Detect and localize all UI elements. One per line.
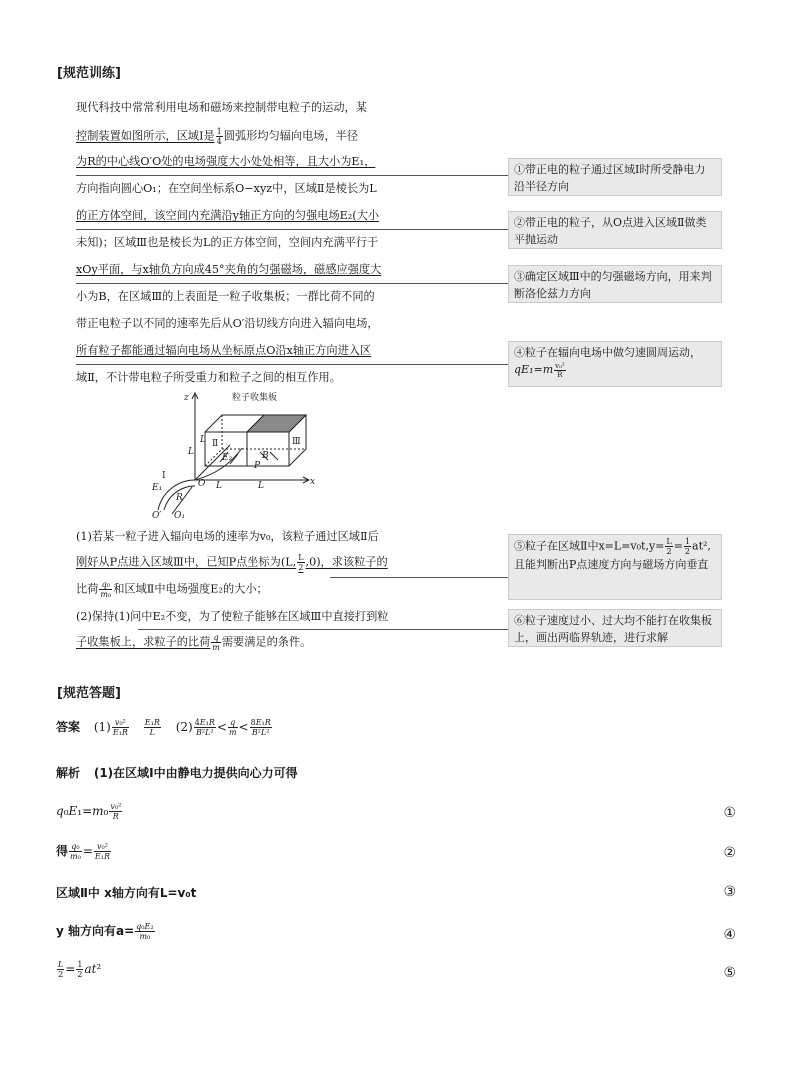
problem-line-11: 域Ⅱ，不计带电粒子所受重力和粒子之间的相互作用。	[76, 371, 341, 384]
eq-num-1: ①	[723, 805, 736, 821]
connector-2	[76, 229, 508, 230]
problem-line-4: 方向指向圆心O₁；在空间坐标系O−xyz中，区域Ⅱ是棱长为L	[76, 182, 377, 195]
analysis-line: 解析 (1)在区域Ⅰ中由静电力提供向心力可得	[56, 766, 298, 780]
problem-line-9: 带正电粒子以不同的速率先后从O′沿切线方向进入辐向电场，	[76, 317, 379, 330]
equation-5: $\frac{L}{2}$ = $\frac{1}{2}$ at²	[58, 960, 102, 979]
problem-line-8: 小为B，在区域Ⅲ的上表面是一粒子收集板；一群比荷不同的	[76, 290, 375, 303]
label-L-bottom2: L	[258, 481, 264, 491]
connector-6	[138, 629, 508, 630]
section-title-answer: [规范答题]	[57, 686, 121, 701]
field-figure	[150, 390, 320, 522]
label-region-II: Ⅱ	[212, 439, 219, 449]
q1-line-3: 比荷 $\frac{\text{q₀}}{\text{m₀}}$ 和区域Ⅱ中电场强度E₂的大小；	[76, 580, 268, 599]
answer-line: 答案 (1) $\frac{\text{v₀²}}{\text{E₁R}}$ $\frac{\text{E₁R}}{L}$ (2) $\frac{\text{4E₁R}}{\text{B²L²}}$ < $\frac{q}{m}$ < $\frac{\text{8E₁R}}{\text{B²L²}}$	[56, 718, 271, 737]
connector-4	[76, 364, 508, 365]
label-E1: E₁	[152, 483, 163, 493]
eq-num-3: ③	[723, 884, 736, 900]
section-title-training: [规范训练]	[57, 66, 121, 81]
axis-x-label: x	[310, 477, 316, 487]
label-O: O	[198, 479, 206, 489]
equation-1: q₀E₁=m₀ $\frac{\text{v₀²}}{R}$	[56, 802, 122, 821]
label-E2: E₂	[222, 453, 233, 463]
problem-line-2: 控制装置如图所示，区域Ⅰ是 $\frac{1}{4}$ 圆弧形均匀辐向电场，半径	[76, 127, 359, 146]
connector-1	[76, 175, 508, 176]
equation-3: 区域Ⅱ中 x轴方向有L=v₀t	[56, 886, 197, 900]
label-region-I: Ⅰ	[162, 471, 166, 481]
eq-num-4: ④	[723, 927, 736, 943]
problem-line-3: 为R的中心线O′O处的电场强度大小处处相等，且大小为E₁，	[76, 155, 376, 168]
label-region-III: Ⅲ	[292, 437, 301, 447]
connector-3	[76, 283, 508, 284]
label-collector: 粒子收集板	[232, 393, 278, 403]
problem-line-1: 现代科技中常常利用电场和磁场来控制带电粒子的运动，某	[76, 101, 367, 114]
connector-5	[330, 577, 508, 578]
q2-line-2: 子收集板上，求粒子的比荷 $\frac{q}{m}$ 需要满足的条件。	[76, 633, 312, 652]
problem-line-5: 的正方体空间，该空间内充满沿y轴正方向的匀强电场E₂(大小	[76, 209, 380, 222]
note-3: ③确定区域Ⅲ中的匀强磁场方向，用来判断洛伦兹力方向	[508, 265, 722, 303]
equation-2: 得 $\frac{\text{q₀}}{\text{m₀}}$ = $\frac{\text{v₀²}}{\text{E₁R}}$	[56, 842, 110, 861]
note-5: ⑤粒子在区域Ⅱ中x=L=v₀t,y= $\frac{L}{2}$ = $\frac{1}{2}$ at², 且能判断出P点速度方向与磁场方向垂直	[508, 534, 722, 600]
label-L-side: L	[188, 447, 194, 457]
label-R: R	[176, 493, 183, 503]
equation-4: y 轴方向有a= $\frac{\text{q₀E₂}}{\text{m₀}}$	[56, 922, 154, 941]
problem-line-10: 所有粒子都能通过辐向电场从坐标原点O沿x轴正方向进入区	[76, 344, 372, 357]
label-B: B	[262, 451, 269, 461]
note-6: ⑥粒子速度过小、过大均不能打在收集板上，画出两临界轨迹，进行求解	[508, 609, 722, 647]
problem-line-7: xOy平面，与x轴负方向成45°夹角的匀强磁场，磁感应强度大	[76, 263, 382, 276]
label-L-bottom1: L	[216, 481, 222, 491]
label-P: P	[254, 461, 261, 471]
note-2: ②带正电的粒子，从O点进入区域Ⅱ做类平抛运动	[508, 211, 722, 249]
label-Oprime: O′	[152, 511, 162, 521]
label-L-top: L	[200, 435, 206, 445]
note-1: ①带正电的粒子通过区域Ⅰ时所受静电力沿半径方向	[508, 158, 722, 196]
axis-z-label: z	[184, 393, 189, 403]
label-O1: O₁	[174, 511, 185, 521]
problem-line-6: 未知)；区域Ⅲ也是棱长为L的正方体空间，空间内充满平行于	[76, 236, 379, 249]
note-4: ④粒子在辐向电场中做匀速圆周运动， qE₁=m $\frac{\text{v₀²}}{R}$	[508, 341, 722, 387]
q1-line-1: (1)若某一粒子进入辐向电场的速率为v₀，该粒子通过区域Ⅱ后	[76, 530, 379, 543]
q2-line-1: (2)保持(1)问中E₂不变，为了使粒子能够在区域Ⅲ中直接打到粒	[76, 610, 389, 623]
q1-line-2: 刚好从P点进入区域Ⅲ中，已知P点坐标为(L, $\frac{L}{2}$ ,0)，求该粒子的	[76, 553, 388, 572]
eq-num-5: ⑤	[723, 965, 736, 981]
eq-num-2: ②	[723, 845, 736, 861]
